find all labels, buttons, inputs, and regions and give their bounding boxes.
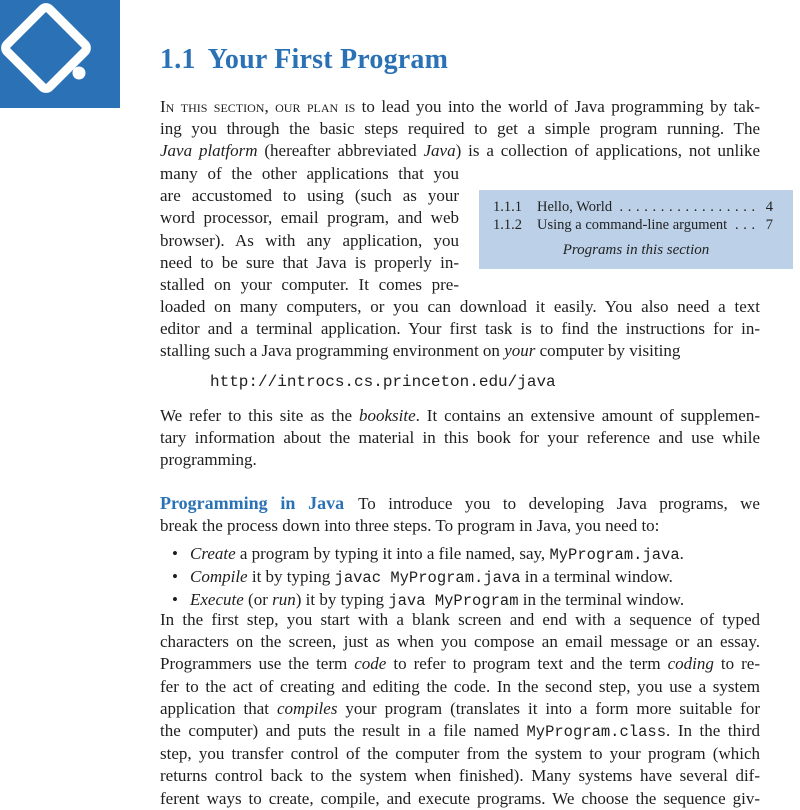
booksite-line-3: programming. (160, 450, 257, 470)
bullet-icon: • (172, 544, 178, 563)
intro-paragraph-bottom (160, 296, 760, 363)
toc-item-number: 1.1.1 (493, 199, 522, 215)
rotated-square-logo-icon (0, 0, 120, 108)
toc-item[interactable] (493, 217, 773, 235)
intro-line-10: loaded on many computers, or you can download it easily. You also need a text (160, 297, 760, 316)
booksite-url[interactable]: http://introcs.cs.princeton.edu/java (210, 373, 556, 391)
intro-line-6: word processor, email program, and web (160, 208, 459, 228)
toc-item-label: Hello, World (537, 199, 616, 215)
intro-line-1: In this section, our plan is to lead you into the world of Java programming by tak- (160, 97, 760, 116)
toc-item-page: 7 (763, 217, 773, 234)
booksite-line-1: We refer to this site as the booksite. It contains an extensive amount of supplemen- (160, 406, 760, 425)
booksite-paragraph (160, 405, 760, 472)
body-line-6: the computer) and puts the result in a file named MyProgram.class. In the third (160, 721, 760, 742)
programming-paragraph (160, 492, 760, 537)
list-item: • Compile it by typing javac MyProgram.java in a terminal window. (172, 567, 673, 588)
intro-line-2: ing you through the basic steps required to get a simple program running. The (160, 119, 760, 139)
bullet-icon: • (172, 567, 178, 587)
toc-item-number: 1.1.2 (493, 217, 522, 233)
book-logo (0, 0, 120, 108)
steps-list (172, 543, 684, 613)
toc-caption: Programs in this section (562, 242, 710, 258)
body-line-9: ferent ways to create, compile, and execute programs. We choose the sequence giv- (160, 788, 760, 808)
body-line-4: fer to the act of creating and editing the code. In the second step, you use a system (160, 676, 760, 696)
intro-line-3: Java platform (hereafter abbreviated Java) is a collection of applications, not unlike (160, 141, 760, 161)
run-in-heading: Programming in Java (160, 493, 345, 513)
list-item: • Create a program by typing it into a file named, say, MyProgram.java. (172, 544, 684, 564)
toc-item-label: Using a command-line argument (537, 217, 731, 233)
booksite-line-2: tary information about the material in this book for your reference and use while (160, 428, 760, 448)
toc-item[interactable] (493, 199, 773, 217)
body-line-7: step, you transfer control of the computer from the system to your program (which (160, 744, 760, 764)
intro-line-8: need to be sure that Java is properly in- (160, 252, 459, 272)
intro-line-9: stalled on your computer. It comes pre- (160, 275, 459, 295)
body-line-1: In the first step, you start with a blank screen and end with a sequence of typed (160, 610, 760, 629)
intro-paragraph-top (160, 96, 760, 163)
steps-explanation-paragraph (160, 609, 760, 810)
section-title (160, 44, 448, 76)
programming-line-2: break the process down into three steps. To program in Java, you need to: (160, 516, 660, 536)
intro-line-12: stalling such a Java programming environment on your computer by visiting (160, 341, 681, 361)
intro-line-7: browser). As with any application, you (160, 230, 459, 250)
list-item: • Execute (or run) it by typing java MyProgram in the terminal window. (172, 590, 685, 611)
body-line-8: returns control back to the system when finished). Many systems have several dif- (160, 766, 760, 786)
intro-line-5: are accustomed to using (such as your (160, 186, 459, 206)
body-line-5: application that compiles your program (translates it into a form more suitable for (160, 698, 760, 718)
intro-paragraph-narrow (160, 163, 459, 296)
programming-line-1: Programming in Java To introduce you to developing Java programs, we (160, 493, 760, 513)
programs-toc-box (479, 190, 793, 269)
intro-line-11: editor and a terminal application. Your first task is to find the instructions for in- (160, 319, 760, 339)
section-title-text: Your First Program (207, 44, 449, 75)
section-number: 1.1 (160, 44, 196, 75)
intro-line-4: many of the other applications that you (160, 164, 459, 183)
toc-item-page: 4 (763, 199, 773, 216)
body-line-2: characters on the screen, just as when you compose an email message or an essay. (160, 632, 760, 652)
body-line-3: Programmers use the term code to refer to program text and the term coding to re- (160, 654, 760, 674)
bullet-icon: • (172, 590, 178, 610)
